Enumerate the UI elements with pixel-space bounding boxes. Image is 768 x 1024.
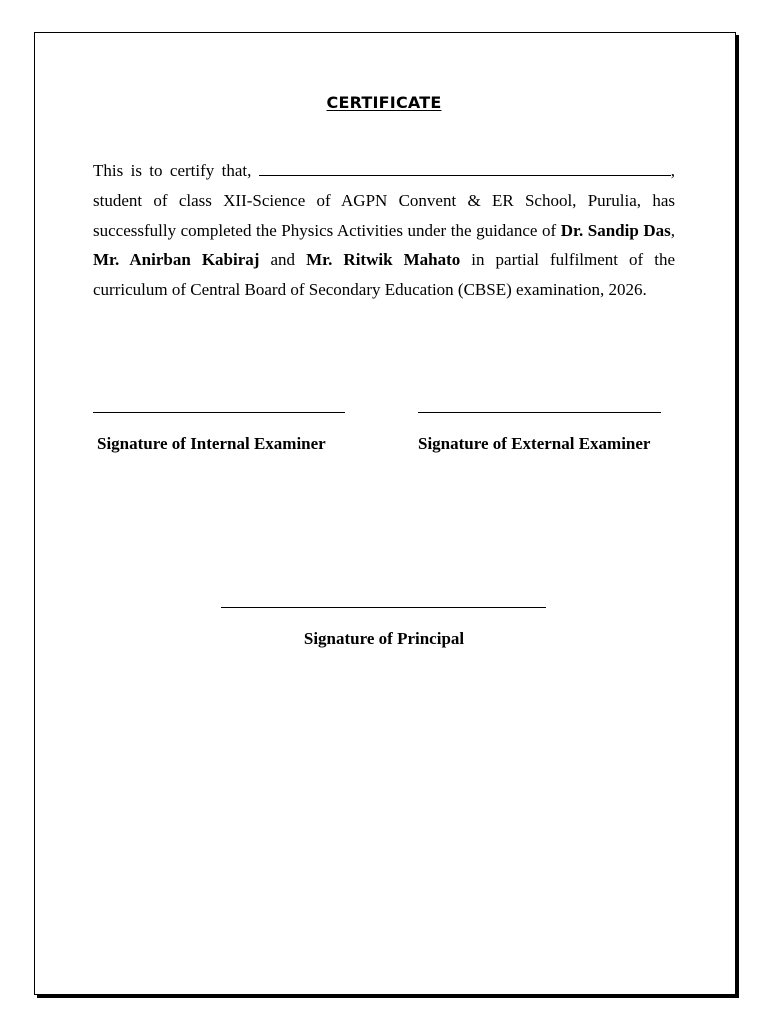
internal-examiner-label: Signature of Internal Examiner <box>97 434 326 453</box>
principal-label: Signature of Principal <box>303 629 465 648</box>
intro-text: This is to certify that, <box>93 161 252 180</box>
guide-name-1: Dr. Sandip Das <box>560 220 671 240</box>
certificate-title: CERTIFICATE <box>326 93 442 112</box>
certificate-body <box>93 156 675 305</box>
external-examiner-label: Signature of External Examiner <box>418 434 651 453</box>
separator-2: and <box>259 250 307 270</box>
blank-comma: , <box>670 161 675 180</box>
external-examiner-signature-line <box>418 412 661 413</box>
guide-name-3: Mr. Ritwik Mahato <box>306 250 461 270</box>
body-text-part1: student of class XII-Science of AGPN Convent & ER School, Purulia, has successfully completed the Physics Activities under the guidance of <box>93 190 675 240</box>
internal-examiner-signature-line <box>93 412 345 413</box>
guide-name-2: Mr. Anirban Kabiraj <box>93 250 260 270</box>
certificate-paragraph <box>93 156 675 305</box>
student-name-blank <box>259 157 671 176</box>
body-text-part2: in partial fulfilment of the curriculum of Central Board of Secondary Education (CBSE) examination, 2026. <box>93 250 676 300</box>
separator-1: , <box>670 220 675 240</box>
principal-signature-line <box>221 607 546 608</box>
